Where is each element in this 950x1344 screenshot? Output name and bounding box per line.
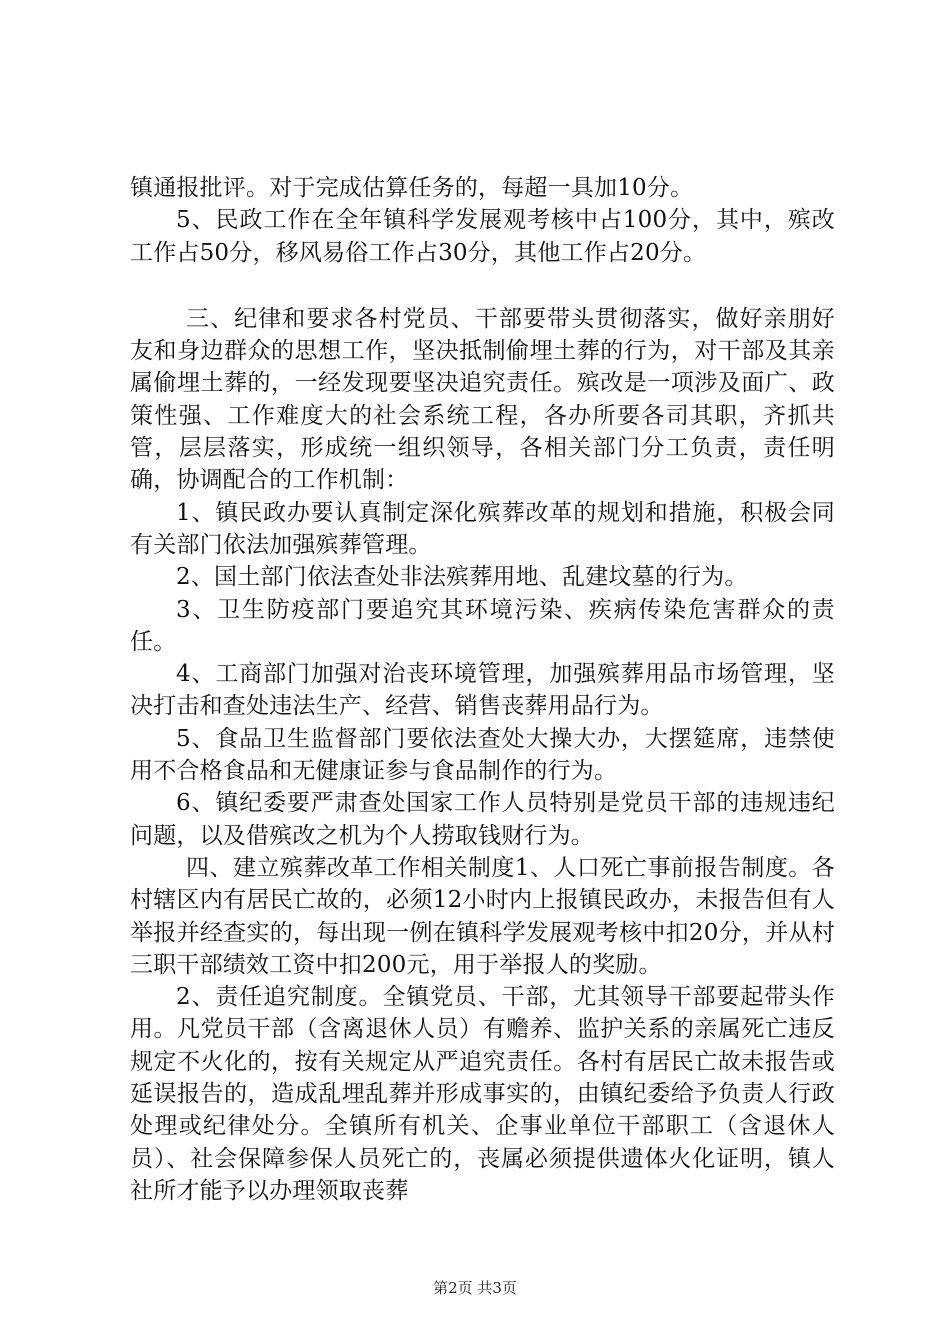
page-number-footer: 第2页 共3页	[433, 1279, 517, 1297]
paragraph-duty-4: 4、工商部门加强对治丧环境管理，加强殡葬用品市场管理，坚决打击和查处违法生产、经营、销售丧葬用品行为。	[130, 661, 835, 720]
paragraph-accountability: 2、责任追究制度。全镇党员、干部，尤其领导干部要起带头作用。凡党员干部（含离退休人员）有赡养、监护关系的亲属死亡违反规定不火化的，按有关规定从严追究责任。各村有居民亡故未报告或延误报告的，造成乱埋乱葬并形成事实的，由镇纪委给予负责人行政处理或纪律处分。全镇所有机关、企事业单位干部职工（含退休人员）、社会保障参保人员死亡的，丧属必须提供遗体火化证明，镇人社所才能予以办理领取丧葬	[130, 984, 835, 1204]
paragraph-duty-1: 1、镇民政办要认真制定深化殡葬改革的规划和措施，积极会同有关部门依法加强殡葬管理。	[130, 499, 835, 558]
paragraph-item-5: 5、民政工作在全年镇科学发展观考核中占100分，其中，殡改工作占50分，移风易俗工作占30分，其他工作占20分。	[130, 207, 835, 266]
paragraph-duty-5: 5、食品卫生监督部门要依法查处大操大办，大摆筵席，违禁使用不合格食品和无健康证参与食品制作的行为。	[130, 725, 835, 785]
section-four-systems: 四、建立殡葬改革工作相关制度1、人口死亡事前报告制度。各村辖区内有居民亡故的，必须12小时内上报镇民政办，未报告但有人举报并经查实的，每出现一例在镇科学发展观考核中扣20分，并从村三职干部绩效工资中扣200元，用于举报人的奖励。	[130, 854, 835, 978]
section-three-discipline: 三、纪律和要求各村党员、干部要带头贯彻落实，做好亲朋好友和身边群众的思想工作，坚决抵制偷埋土葬的行为，对干部及其亲属偷埋土葬的，一经发现要坚决追究责任。殡改是一项涉及面广、政策性强、工作难度大的社会系统工程，各办所要各司其职，齐抓共管，层层落实，形成统一组织领导，各相关部门分工负责，责任明确，协调配合的工作机制：	[130, 305, 835, 494]
paragraph-duty-2: 2、国土部门依法查处非法殡葬用地、乱建坟墓的行为。	[176, 564, 748, 591]
paragraph-continuation: 镇通报批评。对于完成估算任务的，每超一具加10分。	[130, 175, 694, 201]
paragraph-duty-6: 6、镇纪委要严肃查处国家工作人员特别是党员干部的违规违纪问题，以及借殡改之机为个人捞取钱财行为。	[130, 790, 835, 849]
paragraph-duty-3: 3、卫生防疫部门要追究其环境污染、疾病传染危害群众的责任。	[130, 596, 835, 655]
document-body	[130, 172, 835, 1207]
paragraph-gap	[130, 269, 835, 303]
